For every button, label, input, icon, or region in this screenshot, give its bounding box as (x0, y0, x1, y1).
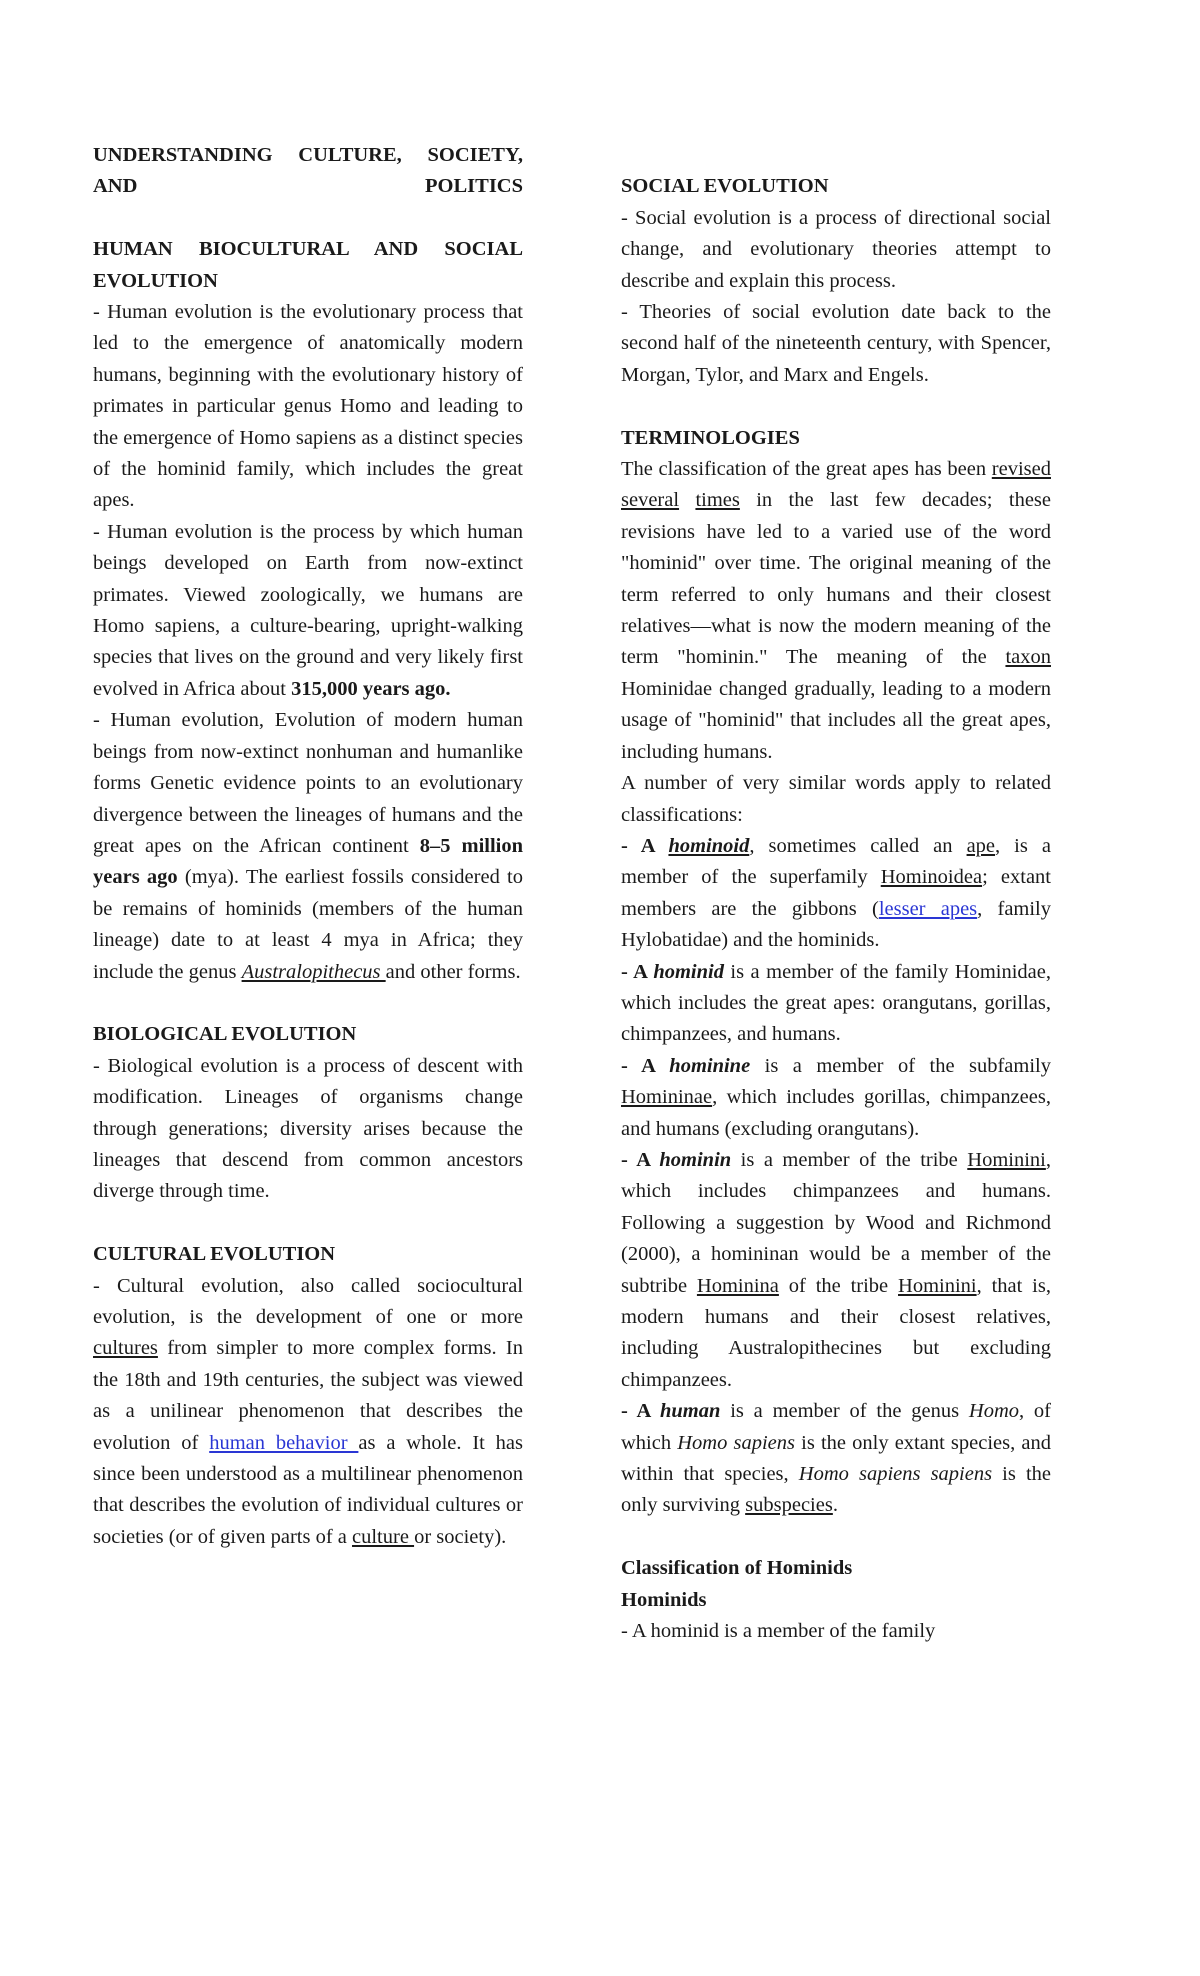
italic-text: Homo sapiens sapiens (798, 1463, 993, 1486)
section-heading-cultural: CULTURAL EVOLUTION (93, 1243, 336, 1266)
italic-text: Homo sapiens (677, 1431, 795, 1454)
text-run: is the only extant species, and within that species, (621, 1431, 1051, 1486)
text-run: . (832, 1494, 838, 1517)
spacer (93, 988, 523, 1019)
definition-hominid (621, 957, 1051, 1051)
section-heading-classification: Classification of Hominids (621, 1557, 853, 1580)
lesser-apes-link[interactable]: lesser apes (878, 897, 978, 920)
text-run: - Human evolution, Evolution of modern human beings from now-extinct nonhuman and humanlike forms Genetic evidence points to an evolutionary divergence between the lineages of humans and the great apes on the African continent (93, 709, 523, 857)
section-heading-terminologies: TERMINOLOGIES (621, 426, 800, 449)
paragraph (93, 705, 523, 988)
paragraph: - Biological evolution is a process of descent with modification. Lineages of organisms change through generations; diversity arises because the lineages that descend from common ancestors diverge through time. (93, 1054, 523, 1203)
text-run: is a member of the genus (720, 1400, 969, 1423)
text-run: (mya). The earliest fossils considered to be remains of hominids (members of the human lineage) date to at least 4 mya in Africa; they include the genus (93, 866, 523, 983)
subspecies-link[interactable]: subspecies (745, 1494, 833, 1517)
paragraph: - Social evolution is a process of directional social change, and evolutionary theories attempt to describe and explain this process. (621, 206, 1051, 292)
text-run: , family Hylobatidae) and the hominids. (621, 897, 1052, 952)
times-link[interactable]: times (695, 489, 740, 512)
definition-hominoid (621, 831, 1051, 957)
spacer (93, 203, 523, 234)
homininae-link[interactable]: Homininae (621, 1086, 713, 1109)
term-hominid: hominid (653, 960, 724, 983)
hominoidea-link[interactable]: Hominoidea (880, 866, 983, 889)
spacer (621, 1522, 1051, 1553)
spacer (621, 391, 1051, 422)
hominoid-link[interactable]: hominoid (668, 834, 750, 857)
term-hominin: hominin (659, 1148, 732, 1171)
hominina-link[interactable]: Hominina (696, 1274, 779, 1297)
taxon-link[interactable]: taxon (1005, 646, 1051, 669)
text-run: - Human evolution is the process by which human beings developed on Earth from now-extinct primates. Viewed zoologically, we humans are Homo sapiens, a culture-bearing, upright-walking species that lives on the ground and very likely first evolved in Africa about (93, 520, 523, 700)
italic-text: Homo (968, 1400, 1019, 1423)
text-run: from simpler to more complex forms. In the 18th and 19th centuries, the subject was viewed as a unilinear phenomenon that describes the evolution of (93, 1337, 523, 1454)
spacer (93, 1208, 523, 1239)
text-run: ; extant members are the gibbons ( (621, 866, 1051, 920)
text-run: - A (621, 1148, 660, 1171)
text-run: , which includes chimpanzees and humans. Following a suggestion by Wood and Richmond (2000), a homininan would be a member of the subtribe (621, 1148, 1051, 1297)
text-run: in the last few decades; these revisions have led to a varied use of the word "hominid" over time. The original meaning of the term referred to only humans and their closest relatives—what is now the modern meaning of the term "hominin." The meaning of the (621, 489, 1052, 669)
section-heading-social: SOCIAL EVOLUTION (621, 175, 829, 198)
definition-human (621, 1396, 1051, 1522)
text-run: is the only surviving (621, 1463, 1051, 1517)
text-run: is a member of the family Hominidae, which includes the great apes: orangutans, gorillas, chimpanzees, and humans. (621, 960, 1051, 1046)
ape-link[interactable]: ape (966, 834, 996, 857)
definition-hominine (621, 1051, 1051, 1145)
document-title: UNDERSTANDING CULTURE, SOCIETY, AND POLITICS (93, 144, 523, 198)
text-run: is a member of the subfamily (750, 1054, 1051, 1077)
human-behavior-link[interactable]: human behavior (209, 1431, 359, 1454)
text-run: , that is, modern humans and their closest relatives, including Australopithecines but excluding chimpanzees. (621, 1274, 1051, 1391)
culture-link[interactable]: culture (352, 1525, 415, 1548)
term-human: human (659, 1400, 721, 1423)
text-run: - A (621, 1400, 660, 1423)
definition-hominin (621, 1145, 1051, 1396)
left-column (93, 140, 523, 1553)
text-run: and other forms. (385, 960, 521, 983)
paragraph: - A hominid is a member of the family (621, 1620, 936, 1643)
paragraph (621, 454, 1051, 768)
paragraph: - Theories of social evolution date back to the second half of the nineteenth century, with Spencer, Morgan, Tylor, and Marx and Engels. (621, 301, 1051, 386)
text-run: , sometimes called an (749, 834, 967, 857)
bold-text: 8–5 million years ago (93, 834, 523, 889)
paragraph (93, 1271, 523, 1554)
text-run: , is a member of the superfamily (621, 834, 1051, 889)
text-run: Hominidae changed gradually, leading to a modern usage of "hominid" that includes all the great apes, including humans. (621, 677, 1051, 763)
text-run: or society). (414, 1525, 507, 1548)
text-run: is a member of the tribe (731, 1148, 968, 1171)
hominini-link[interactable]: Hominini (967, 1148, 1046, 1171)
hominini-link[interactable]: Hominini (898, 1274, 977, 1297)
text-run: , of which (621, 1400, 1052, 1454)
paragraph (93, 517, 523, 705)
several-link[interactable]: several (621, 489, 680, 512)
paragraph: - Human evolution is the evolutionary process that led to the emergence of anatomically modern humans, beginning with the evolutionary history of primates in particular genus Homo and leading to the emergence of Homo sapiens as a distinct species of the hominid family, which includes the great apes. (93, 301, 523, 512)
text-run: of the tribe (778, 1274, 899, 1297)
cultures-link[interactable]: cultures (93, 1337, 158, 1360)
text-run: - Cultural evolution, also called sociocultural evolution, is the development of one or more (93, 1274, 523, 1328)
subheading-hominids: Hominids (621, 1588, 707, 1611)
australopithecus-link[interactable]: Australopithecus (241, 960, 386, 983)
bold-text: 315,000 years ago. (291, 677, 451, 700)
text-run: - A (621, 834, 669, 857)
term-hominine: hominine (669, 1054, 751, 1077)
text-run: - A (621, 960, 654, 983)
revised-link[interactable]: revised (991, 458, 1051, 481)
text-run: - A (621, 1054, 670, 1077)
paragraph: A number of very similar words apply to related classifications: (621, 772, 1051, 826)
section-heading-biocultural: HUMAN BIOCULTURAL AND SOCIAL EVOLUTION (93, 238, 523, 292)
text-run: The classification of the great apes has been (621, 458, 992, 481)
text-run: , which includes gorillas, chimpanzees, and humans (excluding orangutans). (621, 1086, 1051, 1140)
section-heading-biological: BIOLOGICAL EVOLUTION (93, 1023, 357, 1046)
text-run: as a whole. It has since been understood as a multilinear phenomenon that describes the evolution of individual cultures or societies (or of given parts of a (93, 1431, 524, 1548)
right-column (621, 171, 1051, 1647)
